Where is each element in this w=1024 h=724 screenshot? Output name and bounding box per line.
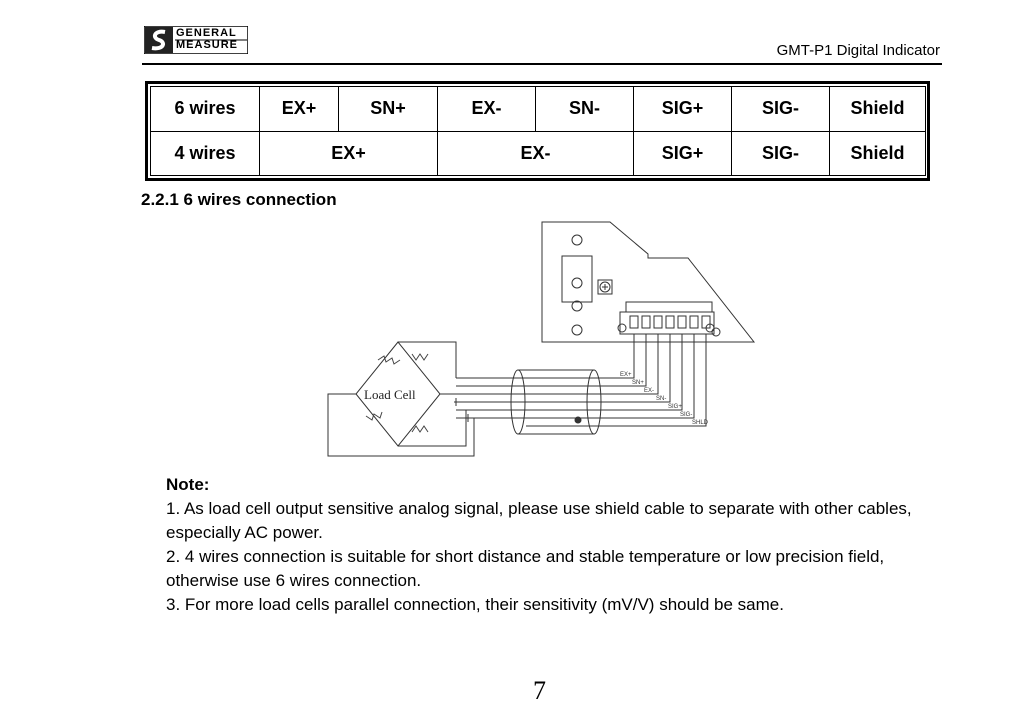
table-cell: EX- <box>438 131 634 176</box>
table-cell: SIG+ <box>634 87 732 132</box>
wire-label: SHLD <box>692 420 709 426</box>
page-number: 7 <box>533 676 546 705</box>
wire-label: SIG- <box>680 412 693 418</box>
load-cell-label: Load Cell <box>364 387 416 402</box>
note-item: 3. For more load cells parallel connection, their sensitivity (mV/V) should be same. <box>166 595 784 614</box>
table-row-4-wires <box>151 131 926 176</box>
table-cell: Shield <box>830 87 926 132</box>
table-cell: Shield <box>830 131 926 176</box>
table-cell: 4 wires <box>151 131 260 176</box>
table-cell: SIG+ <box>634 131 732 176</box>
indicator-housing <box>542 222 754 342</box>
table-cell: SIG- <box>732 131 830 176</box>
wire-label: EX- <box>644 388 655 394</box>
terminal-block-top <box>626 302 712 312</box>
section-heading: 2.2.1 6 wires connection <box>141 190 337 209</box>
note-item: 2. 4 wires connection is suitable for short distance and stable temperature or low precision field, otherwise use 6 wires connection. <box>166 547 885 590</box>
note-item: 1. As load cell output sensitive analog signal, please use shield cable to separate with other cables, especially AC power. <box>166 499 912 542</box>
wire-label: SIG+ <box>668 404 682 410</box>
table-cell: SN- <box>536 87 634 132</box>
table-cell: SN+ <box>339 87 438 132</box>
table-cell: 6 wires <box>151 87 260 132</box>
table-cell: EX+ <box>260 87 339 132</box>
table-cell: SIG- <box>732 87 830 132</box>
wiring-diagram <box>326 220 756 460</box>
note-block <box>166 473 946 617</box>
document-title: GMT-P1 Digital Indicator <box>776 42 940 59</box>
table-row-6-wires <box>151 87 926 132</box>
table-cell: EX- <box>438 87 536 132</box>
wire-connection-table <box>145 81 930 181</box>
logo-text: GENERAL MEASURE <box>176 27 239 51</box>
header-rule <box>142 63 942 65</box>
wire-label: EX+ <box>620 372 632 378</box>
table-cell: EX+ <box>260 131 438 176</box>
wire-label: SN- <box>656 396 667 402</box>
terminal-block <box>620 312 714 334</box>
wire-label: SN+ <box>632 380 644 386</box>
note-title: Note: <box>166 475 210 494</box>
mounting-bracket <box>562 256 592 302</box>
